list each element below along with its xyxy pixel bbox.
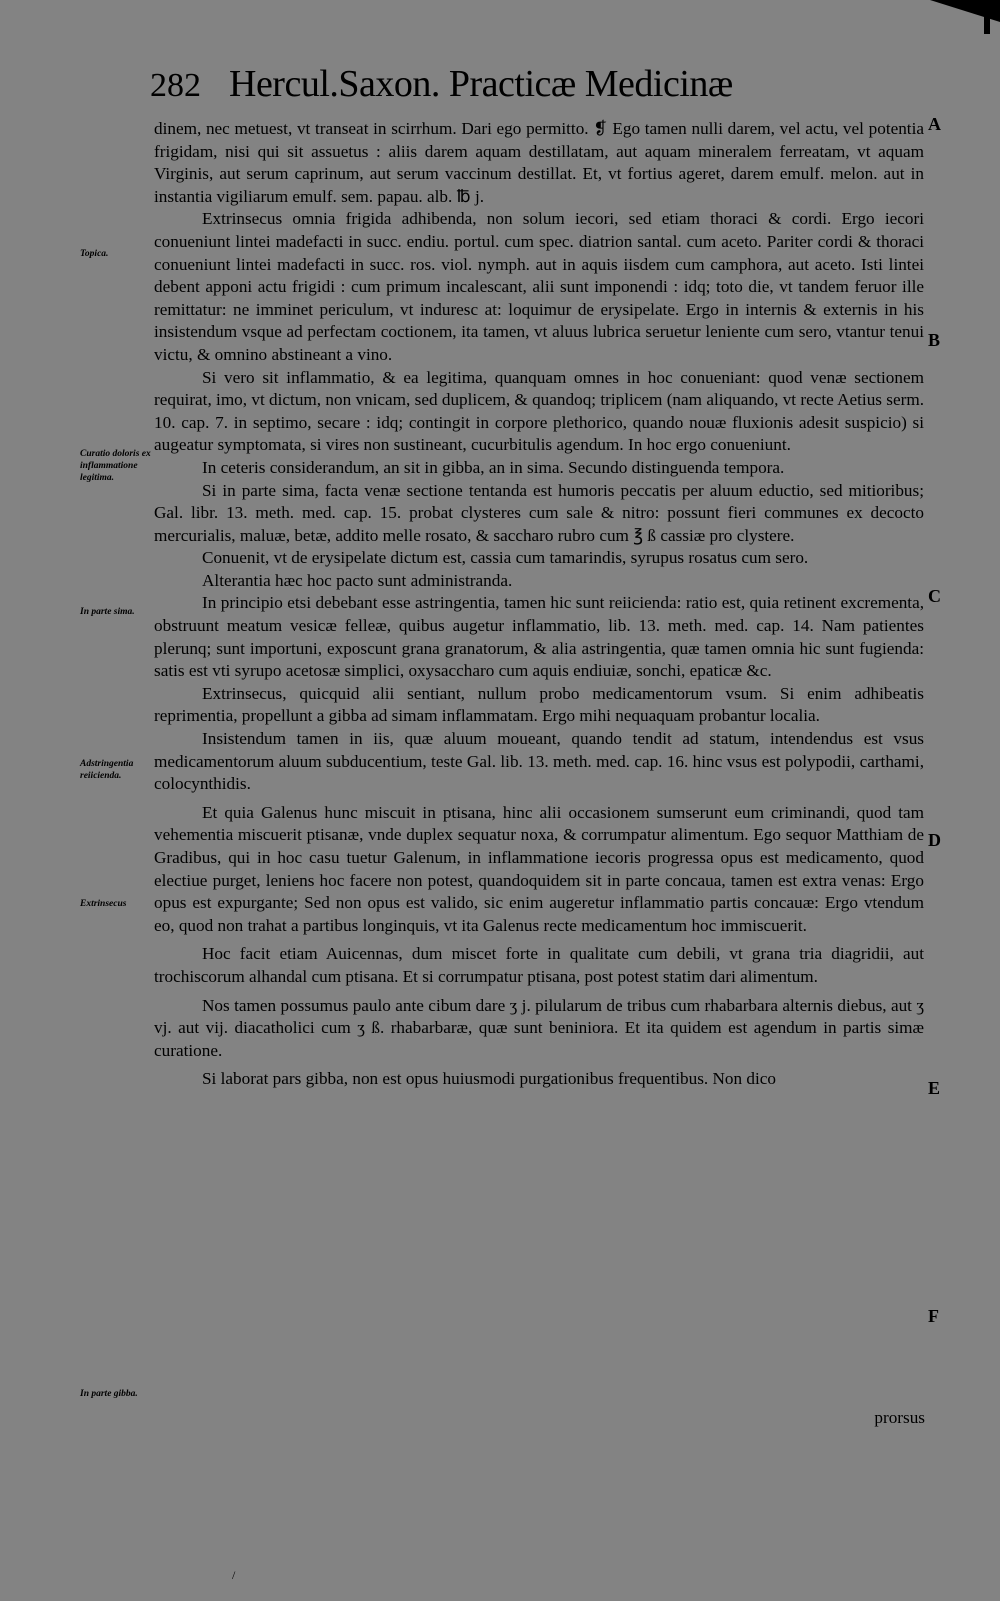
paragraph: Insistendum tamen in iis, quæ aluum moueant, quando tendit ad statum, intendendus est vsus medicamentorum aluum subducentium, teste Gal. lib. 13. meth. med. cap. 16. hinc vsus est polypodii, carthami, colocynthidis. xyxy=(154,729,924,794)
margin-note-parte-gibba: In parte gibba. xyxy=(80,1389,138,1399)
margin-note-topica: Topica. xyxy=(80,249,109,259)
margin-note-adstringentia: Adstringentia reiicienda. xyxy=(80,759,134,781)
main-text xyxy=(154,118,924,1091)
page-corner-mark xyxy=(984,14,990,34)
paragraph: In ceteris considerandum, an sit in gibba, an in sima. Secundo distinguenda tempora. xyxy=(202,457,785,477)
section-letter-c: C xyxy=(928,586,941,606)
catchword: prorsus xyxy=(874,1408,925,1427)
paragraph: Extrinsecus omnia frigida adhibenda, non solum iecori, sed etiam thoraci & cordi. Ergo iecori conueniunt lintei madefacti in succ. endiu. portul. cum spec. diatrion santal. cum aceto. Pariter cordi & thoraci conueniunt lintei madefacti in succ. ros. viol. nymph. aut in aquis iisdem cum camphora, aut aceto. Isti lintei debent apponi actu frigidi : cum primum incalescant, alii sunt imponendi : idq; toto die, vt tandem feruor ille remittatur: ne imminet periculum, vt induresc at: loquimur de erysipelate. Ergo in internis & externis in his insistendum vsque ad perfectam coctionem, ita tamen, vt aluus lubrica seruetur leniente cum sero, vtantur tenui victu, & omnino abstineant a vino. xyxy=(154,209,924,364)
paragraph: Si in parte sima, facta venæ sectione tentanda est humoris peccatis per aluum eductio, sed mitioribus; Gal. libr. 13. meth. med. cap. 15. probat clysteres cum sale & nitro: possunt fieri communes ex decocto mercurialis, maluæ, betæ, addito melle rosato, & saccharo rubro cum ℥ ß cassiæ pro clystere. xyxy=(154,480,924,545)
paragraph: Hoc facit etiam Auicennas, dum miscet forte in qualitate cum debili, vt grana tria diagridii, aut trochiscorum alhandal cum ptisana. Et si corrumpatur ptisana, post potest statim dari alimentum. xyxy=(154,944,924,986)
margin-note-parte-sima: In parte sima. xyxy=(80,607,135,617)
page-number: 282 xyxy=(150,67,201,104)
paragraph: dinem, nec metuest, vt transeat in scirrhum. Dari ego permitto. ❡ Ego tamen nulli darem, vel actu, vel potentia frigidam, nisi qui sit assuetus : aliis darem aquam destillatam, aut aquam mineralem ferreatam, vt aquam Virginis, aut serum caprinum, aut serum vaccinum destillat. Et, vt fortius ageret, darem emulf. melon. aut in instantia vigiliarum emulf. sem. papau. alb. ℔ j. xyxy=(154,119,924,206)
paragraph: Si vero sit inflammatio, & ea legitima, quanquam omnes in hoc conueniant: quod venæ sectionem requirat, imo, vt dictum, non vnicam, sed duplicem, & quandoq; triplicem (nam aliquando, vt recte Aetius serm. 10. cap. 7. in septimo, secare : idq; contingit in corpore plethorico, quando nouæ fluxionis adesit suspicio) si augeatur symptomata, si vires non sustineant, cucurbitulis agendum. In hoc ergo conueniunt. xyxy=(154,367,924,455)
paragraph: In principio etsi debebant esse astringentia, tamen hic sunt reiicienda: ratio est, quia retinent excrementa, obstruunt meatum vesicæ felleæ, quibus augetur inflammatio, lib. 13. meth. med. cap. 14. Nam patientes plerunq; sunt importuni, exposcunt grana granatorum, & alia astringentia, quæ tamen omnia hic sunt fugienda: satis est vti syrupo acetosæ simplici, oxysaccharo cum aquis endiuiæ, sonchi, epaticæ &c. xyxy=(154,593,924,681)
section-letter-e: E xyxy=(928,1078,941,1098)
page-header xyxy=(150,62,930,106)
section-letter-f: F xyxy=(928,1306,939,1326)
margin-note-curatio: Curatio doloris ex inflammatione legitima. xyxy=(80,449,151,483)
paragraph: Extrinsecus, quicquid alii sentiant, nullum probo medicamentorum vsum. Si enim adhibeatis reprimentia, propellunt a gibba ad simam inflammatam. Ergo mihi nequaquam probantur localia. xyxy=(154,683,924,726)
running-title: Hercul.Saxon. Practicæ Medicinæ xyxy=(229,63,733,105)
paragraph: Si laborat pars gibba, non est opus huiusmodi purgationibus frequentibus. Non dico xyxy=(202,1069,776,1089)
footer-mark: / xyxy=(232,1568,236,1582)
section-letter-a: A xyxy=(928,114,941,134)
paragraph: Conuenit, vt de erysipelate dictum est, cassia cum tamarindis, syrupus rosatus cum sero. xyxy=(202,548,809,568)
paragraph: Et quia Galenus hunc miscuit in ptisana, hinc alii occasionem sumserunt eum criminandi, quod tam vehementia miscuerit ptisanæ, vnde duplex sequatur noxa, & corrumpatur alimentum. Ego sequor Matthiam de Gradibus, qui in hoc casu tuetur Galenum, in inflammatione iecoris progressa opus est medicamento, quod electiue purget, leniens hoc facere non potest, quandoquidem sit in parte concaua, tamen est extra venas: Ergo opus est expurgante; Sed non opus est valido, sic enim augeretur inflammatio partis concauæ: Ergo vtendum eo, quod non trahat a partibus longinquis, vt ita Galenus recte medicamentum hoc immiscuerit. xyxy=(154,802,924,935)
paragraph: Alterantia hæc hoc pacto sunt administranda. xyxy=(202,570,513,590)
paragraph: Nos tamen possumus paulo ante cibum dare ʒ j. pilularum de tribus cum rhabarbara alternis diebus, aut ʒ vj. aut vij. diacatholici cum ʒ ß. rhabarbaræ, quæ sunt beniniora. Et ita quidem est agendum in partis simæ curatione. xyxy=(154,995,924,1060)
section-letter-b: B xyxy=(928,330,941,350)
section-letter-d: D xyxy=(928,830,941,850)
margin-note-extrinsecus: Extrinsecus xyxy=(80,899,127,909)
